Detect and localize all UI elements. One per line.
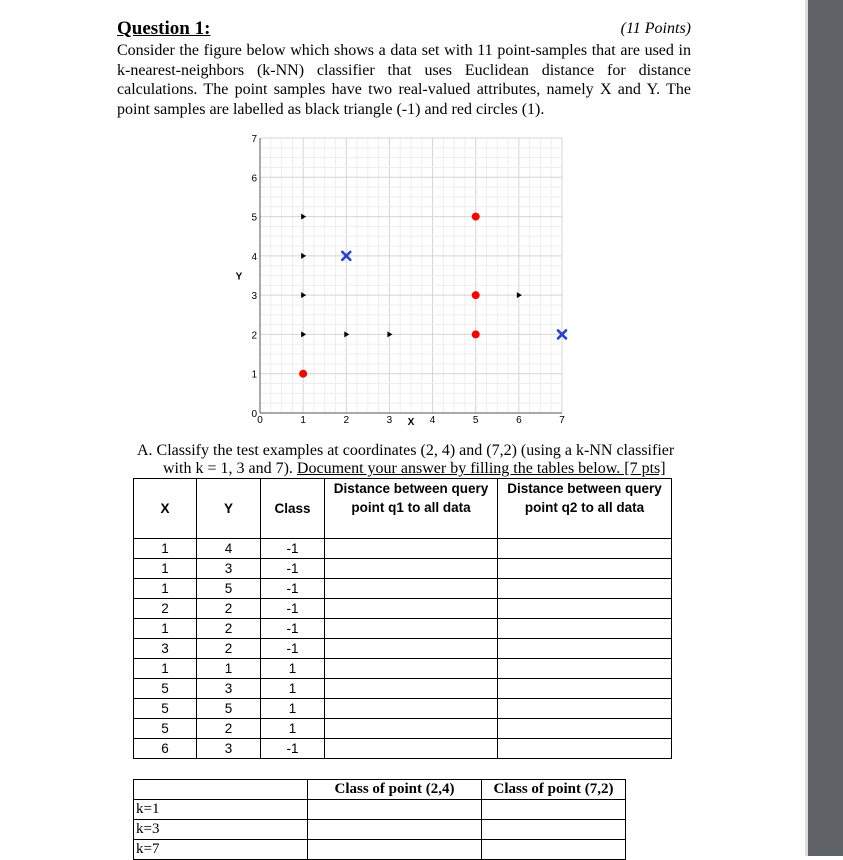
data-point-circle [472, 291, 480, 299]
result-cell-q1[interactable] [308, 840, 482, 860]
result-cell-q2[interactable] [482, 820, 626, 840]
cell-x: 2 [134, 599, 197, 619]
cell-dist-q1[interactable] [325, 679, 498, 699]
scatter-plot-svg [233, 128, 563, 428]
result-k-label: k=1 [134, 800, 308, 820]
result-k-label: k=7 [134, 840, 308, 860]
question-points: (11 Points) [620, 20, 691, 37]
table-row [134, 539, 672, 559]
cell-dist-q2[interactable] [498, 679, 672, 699]
cell-dist-q1[interactable] [325, 639, 498, 659]
header-dist-q1: Distance between query point q1 to all data [325, 479, 498, 539]
cell-dist-q1[interactable] [325, 699, 498, 719]
table-row [134, 619, 672, 639]
question-header [117, 18, 691, 42]
table-row [134, 719, 672, 739]
class-result-table [133, 779, 626, 860]
y-tick-label: 2 [251, 330, 257, 342]
cell-dist-q2[interactable] [498, 619, 672, 639]
table-row [134, 639, 672, 659]
header-x: X [134, 479, 197, 539]
cell-class: -1 [261, 739, 325, 759]
cell-dist-q2[interactable] [498, 739, 672, 759]
y-tick-label: 3 [251, 291, 257, 303]
cell-dist-q1[interactable] [325, 539, 498, 559]
x-tick-label: 6 [516, 415, 522, 426]
x-tick-label: 5 [472, 415, 479, 426]
cell-dist-q1[interactable] [325, 719, 498, 739]
vertical-scrollbar[interactable] [808, 0, 843, 856]
result-cell-q2[interactable] [482, 800, 626, 820]
cell-x: 1 [134, 559, 197, 579]
question-title: Question 1: [117, 18, 211, 39]
result-blank-cell [134, 780, 308, 800]
header-dist-q2: Distance between query point q2 to all data [498, 479, 672, 539]
cell-y: 2 [197, 599, 261, 619]
cell-x: 1 [134, 579, 197, 599]
data-point-circle [299, 370, 307, 378]
header-class-q1: Class of point (2,4) [308, 780, 482, 800]
table-row [134, 559, 672, 579]
cell-dist-q1[interactable] [325, 619, 498, 639]
cell-dist-q1[interactable] [325, 659, 498, 679]
cell-class: -1 [261, 579, 325, 599]
part-a-line-2 [137, 460, 697, 478]
y-tick-label: 5 [251, 212, 257, 224]
cell-dist-q1[interactable] [325, 559, 498, 579]
cell-y: 3 [197, 739, 261, 759]
x-tick-label: 1 [300, 415, 306, 426]
y-tick-label: 0 [251, 409, 257, 420]
cell-dist-q2[interactable] [498, 559, 672, 579]
cell-dist-q2[interactable] [498, 719, 672, 739]
cell-class: 1 [261, 659, 325, 679]
data-point-triangle [387, 331, 392, 337]
data-point-triangle [517, 292, 522, 298]
cell-y: 5 [197, 579, 261, 599]
y-tick-label: 6 [251, 173, 257, 185]
cell-dist-q2[interactable] [498, 539, 672, 559]
cell-x: 5 [134, 699, 197, 719]
table-row [134, 659, 672, 679]
cell-class: -1 [261, 619, 325, 639]
result-cell-q1[interactable] [308, 800, 482, 820]
cell-class: -1 [261, 639, 325, 659]
distance-table [133, 478, 672, 759]
cell-x: 5 [134, 719, 197, 739]
cell-x: 5 [134, 679, 197, 699]
table-row [134, 699, 672, 719]
part-a-line-2-b: Document your answer by filling the tables below. [7 pts] [296, 460, 666, 477]
cell-y: 1 [197, 659, 261, 679]
cell-dist-q1[interactable] [325, 599, 498, 619]
x-tick-label: 4 [429, 415, 436, 426]
result-cell-q1[interactable] [308, 820, 482, 840]
cell-x: 3 [134, 639, 197, 659]
cell-class: -1 [261, 539, 325, 559]
cell-dist-q2[interactable] [498, 639, 672, 659]
cell-class: 1 [261, 719, 325, 739]
distance-table-header [134, 479, 672, 539]
cell-dist-q1[interactable] [325, 579, 498, 599]
cell-x: 1 [134, 619, 197, 639]
cell-dist-q2[interactable] [498, 699, 672, 719]
table-row [134, 599, 672, 619]
y-axis-label: Y [235, 271, 243, 283]
y-tick-label: 7 [251, 134, 257, 145]
table-row [134, 739, 672, 759]
cell-dist-q2[interactable] [498, 579, 672, 599]
y-tick-label: 4 [251, 251, 257, 263]
cell-dist-q2[interactable] [498, 659, 672, 679]
cell-x: 1 [134, 539, 197, 559]
result-row [134, 800, 626, 820]
table-row [134, 679, 672, 699]
result-row [134, 840, 626, 860]
cell-y: 5 [197, 699, 261, 719]
part-a-line-2-a: with k = 1, 3 and 7). [163, 460, 297, 477]
result-cell-q2[interactable] [482, 840, 626, 860]
cell-dist-q2[interactable] [498, 599, 672, 619]
cell-x: 1 [134, 659, 197, 679]
cell-class: -1 [261, 599, 325, 619]
header-y: Y [197, 479, 261, 539]
cell-y: 4 [197, 539, 261, 559]
cell-y: 2 [197, 619, 261, 639]
data-point-circle [472, 213, 480, 221]
cell-y: 3 [197, 679, 261, 699]
x-tick-label: 2 [343, 415, 350, 426]
y-tick-label: 1 [251, 369, 257, 381]
result-row [134, 820, 626, 840]
class-result-header [134, 780, 626, 800]
x-axis-label: X [407, 417, 415, 428]
x-tick-label: 7 [559, 415, 565, 426]
cell-class: -1 [261, 559, 325, 579]
part-a-line-1: A. Classify the test examples at coordinates (2, 4) and (7,2) (using a k-NN classifier [137, 442, 675, 459]
cell-x: 6 [134, 739, 197, 759]
part-a-instructions [137, 442, 697, 478]
header-class-q2: Class of point (7,2) [482, 780, 626, 800]
cell-dist-q1[interactable] [325, 739, 498, 759]
cell-y: 3 [197, 559, 261, 579]
x-tick-label: 3 [386, 415, 393, 426]
header-class: Class [261, 479, 325, 539]
cell-y: 2 [197, 719, 261, 739]
scatter-plot [233, 128, 563, 428]
cell-class: 1 [261, 679, 325, 699]
question-intro: Consider the figure below which shows a data set with 11 point-samples that are used in k-nearest-neighbors (k-NN) classifier that uses Euclidean distance for distance calculations. The point samples have two real-valued attributes, namely X and Y. The point samples are labelled as black triangle (-1) and red circles (1). [117, 42, 691, 118]
x-tick-label: 0 [257, 415, 263, 426]
table-row [134, 579, 672, 599]
cell-y: 2 [197, 639, 261, 659]
result-k-label: k=3 [134, 820, 308, 840]
data-point-circle [472, 330, 480, 338]
cell-class: 1 [261, 699, 325, 719]
